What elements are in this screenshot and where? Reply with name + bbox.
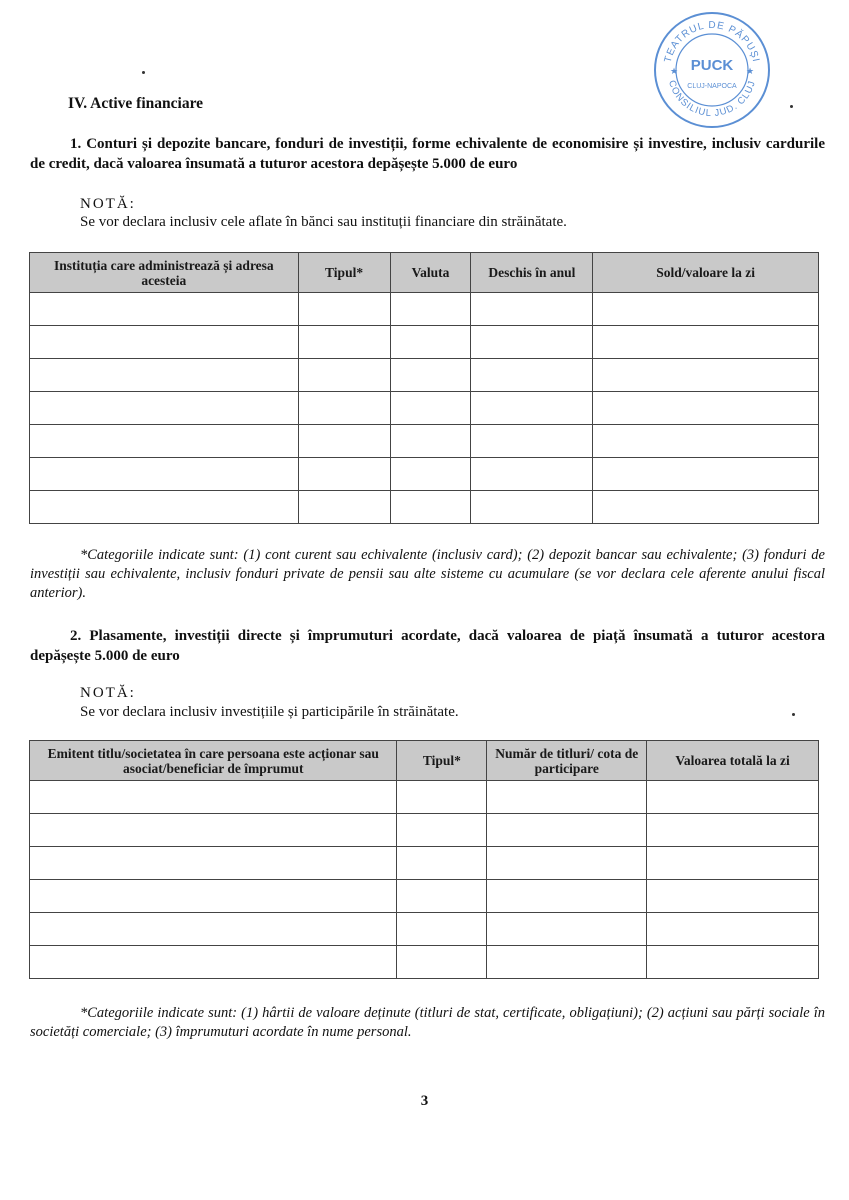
table-cell[interactable] (397, 880, 487, 913)
table-cell[interactable] (487, 814, 647, 847)
table-cell[interactable] (30, 326, 299, 359)
table-cell[interactable] (30, 880, 397, 913)
table-row (30, 847, 819, 880)
table-cell[interactable] (30, 491, 299, 524)
table-cell[interactable] (30, 946, 397, 979)
section1-heading: 1. Conturi și depozite bancare, fonduri de investiții, forme echivalente de economisire și investire, inclusiv cardurile de credit, dacă valoarea însumată a tuturor acestora depășește 5.000 de euro (30, 136, 825, 172)
table-cell[interactable] (593, 458, 819, 491)
table-row (30, 359, 819, 392)
stamp-bottom-text: CONSILIUL JUD. CLUJ (665, 79, 758, 120)
scan-speck (790, 105, 793, 108)
column-header: Deschis în anul (471, 253, 593, 293)
table-cell[interactable] (397, 946, 487, 979)
table-cell[interactable] (390, 326, 471, 359)
section-title: IV. Active financiare (68, 95, 204, 112)
table-cell[interactable] (593, 491, 819, 524)
bank-accounts-table (29, 252, 819, 524)
table-cell[interactable] (647, 946, 819, 979)
section2-footnote: *Categoriile indicate sunt: (1) hârtii de valoare deținute (titluri de stat, certificate, obligațiuni); (2) acțiuni sau părți sociale în societăți comerciale; (3) împrumuturi acordate în nume personal. (30, 1005, 825, 1040)
column-header: Emitent titlu/societatea în care persoana este acționar sau asociat/beneficiar de împrumut (30, 741, 397, 781)
table-cell[interactable] (397, 814, 487, 847)
column-header: Sold/valoare la zi (593, 253, 819, 293)
scan-speck (792, 713, 795, 716)
table-cell[interactable] (487, 847, 647, 880)
table-cell[interactable] (298, 326, 390, 359)
table-cell[interactable] (647, 847, 819, 880)
table-row (30, 781, 819, 814)
table-row (30, 392, 819, 425)
section1-footnote: *Categoriile indicate sunt: (1) cont curent sau echivalente (inclusiv card); (2) depozit bancar sau echivalente; (3) fonduri de investiții sau echivalente, inclusiv fonduri private de pensii sau alte sisteme cu acumulare (se vor declara cele aferente anului fiscal anterior). (30, 547, 825, 601)
table-cell[interactable] (30, 293, 299, 326)
table-cell[interactable] (471, 392, 593, 425)
table-cell[interactable] (471, 293, 593, 326)
column-header: Valoarea totală la zi (647, 741, 819, 781)
table-cell[interactable] (397, 847, 487, 880)
table-row (30, 946, 819, 979)
table-row (30, 425, 819, 458)
table-cell[interactable] (593, 326, 819, 359)
stamp-center-text: PUCK (690, 57, 734, 74)
table-cell[interactable] (487, 946, 647, 979)
table-cell[interactable] (471, 458, 593, 491)
table-cell[interactable] (298, 491, 390, 524)
svg-text:★: ★ (669, 66, 679, 76)
table-cell[interactable] (397, 913, 487, 946)
table-cell[interactable] (30, 458, 299, 491)
table-cell[interactable] (471, 326, 593, 359)
table-cell[interactable] (471, 491, 593, 524)
table-cell[interactable] (30, 847, 397, 880)
column-header: Tipul* (298, 253, 390, 293)
table-cell[interactable] (390, 491, 471, 524)
table-cell[interactable] (298, 293, 390, 326)
table-row (30, 814, 819, 847)
section1-nota-label: NOTĂ: (80, 196, 136, 212)
table-cell[interactable] (471, 425, 593, 458)
table-cell[interactable] (298, 425, 390, 458)
table-cell[interactable] (298, 458, 390, 491)
table-row (30, 491, 819, 524)
column-header: Număr de titluri/ cota de participare (487, 741, 647, 781)
table-cell[interactable] (30, 781, 397, 814)
table-cell[interactable] (30, 425, 299, 458)
section2-nota-text: Se vor declara inclusiv investițiile și participările în străinătate. (80, 704, 459, 720)
table-cell[interactable] (390, 293, 471, 326)
table-cell[interactable] (471, 359, 593, 392)
table-cell[interactable] (298, 392, 390, 425)
table-row (30, 293, 819, 326)
column-header: Valuta (390, 253, 471, 293)
table-cell[interactable] (390, 458, 471, 491)
section2-heading: 2. Plasamente, investiții directe și împrumuturi acordate, dacă valoarea de piață însumată a tuturor acestora depășește 5.000 de euro (30, 628, 825, 664)
svg-text:★: ★ (745, 66, 755, 76)
table-cell[interactable] (390, 359, 471, 392)
table-cell[interactable] (647, 814, 819, 847)
page-number: 3 (420, 1093, 429, 1109)
table-cell[interactable] (30, 392, 299, 425)
table-cell[interactable] (397, 781, 487, 814)
table-cell[interactable] (390, 392, 471, 425)
table-cell[interactable] (593, 359, 819, 392)
table-cell[interactable] (647, 781, 819, 814)
section1-nota-text: Se vor declara inclusiv cele aflate în bănci sau instituții financiare din străinătate. (80, 214, 567, 230)
stamp-top-text: TEATRUL DE PĂPUȘI (662, 19, 762, 64)
table-cell[interactable] (30, 913, 397, 946)
table-cell[interactable] (390, 425, 471, 458)
section2-nota-label: NOTĂ: (80, 685, 136, 701)
investments-table (29, 740, 819, 979)
column-header: Tipul* (397, 741, 487, 781)
table-cell[interactable] (30, 814, 397, 847)
institution-stamp (652, 10, 772, 130)
table-cell[interactable] (593, 392, 819, 425)
table-row (30, 326, 819, 359)
table-header-row (30, 741, 819, 781)
table-row (30, 913, 819, 946)
table-cell[interactable] (298, 359, 390, 392)
table-header-row (30, 253, 819, 293)
table-cell[interactable] (487, 781, 647, 814)
table-cell[interactable] (593, 293, 819, 326)
table-cell[interactable] (647, 913, 819, 946)
table-row (30, 458, 819, 491)
table-cell[interactable] (593, 425, 819, 458)
stamp-city-text: CLUJ-NAPOCA (687, 83, 737, 90)
table-cell[interactable] (487, 913, 647, 946)
table-row (30, 880, 819, 913)
column-header: Instituția care administrează și adresa acesteia (30, 253, 299, 293)
scan-speck (142, 71, 145, 74)
table-cell[interactable] (647, 880, 819, 913)
table-cell[interactable] (487, 880, 647, 913)
table-cell[interactable] (30, 359, 299, 392)
